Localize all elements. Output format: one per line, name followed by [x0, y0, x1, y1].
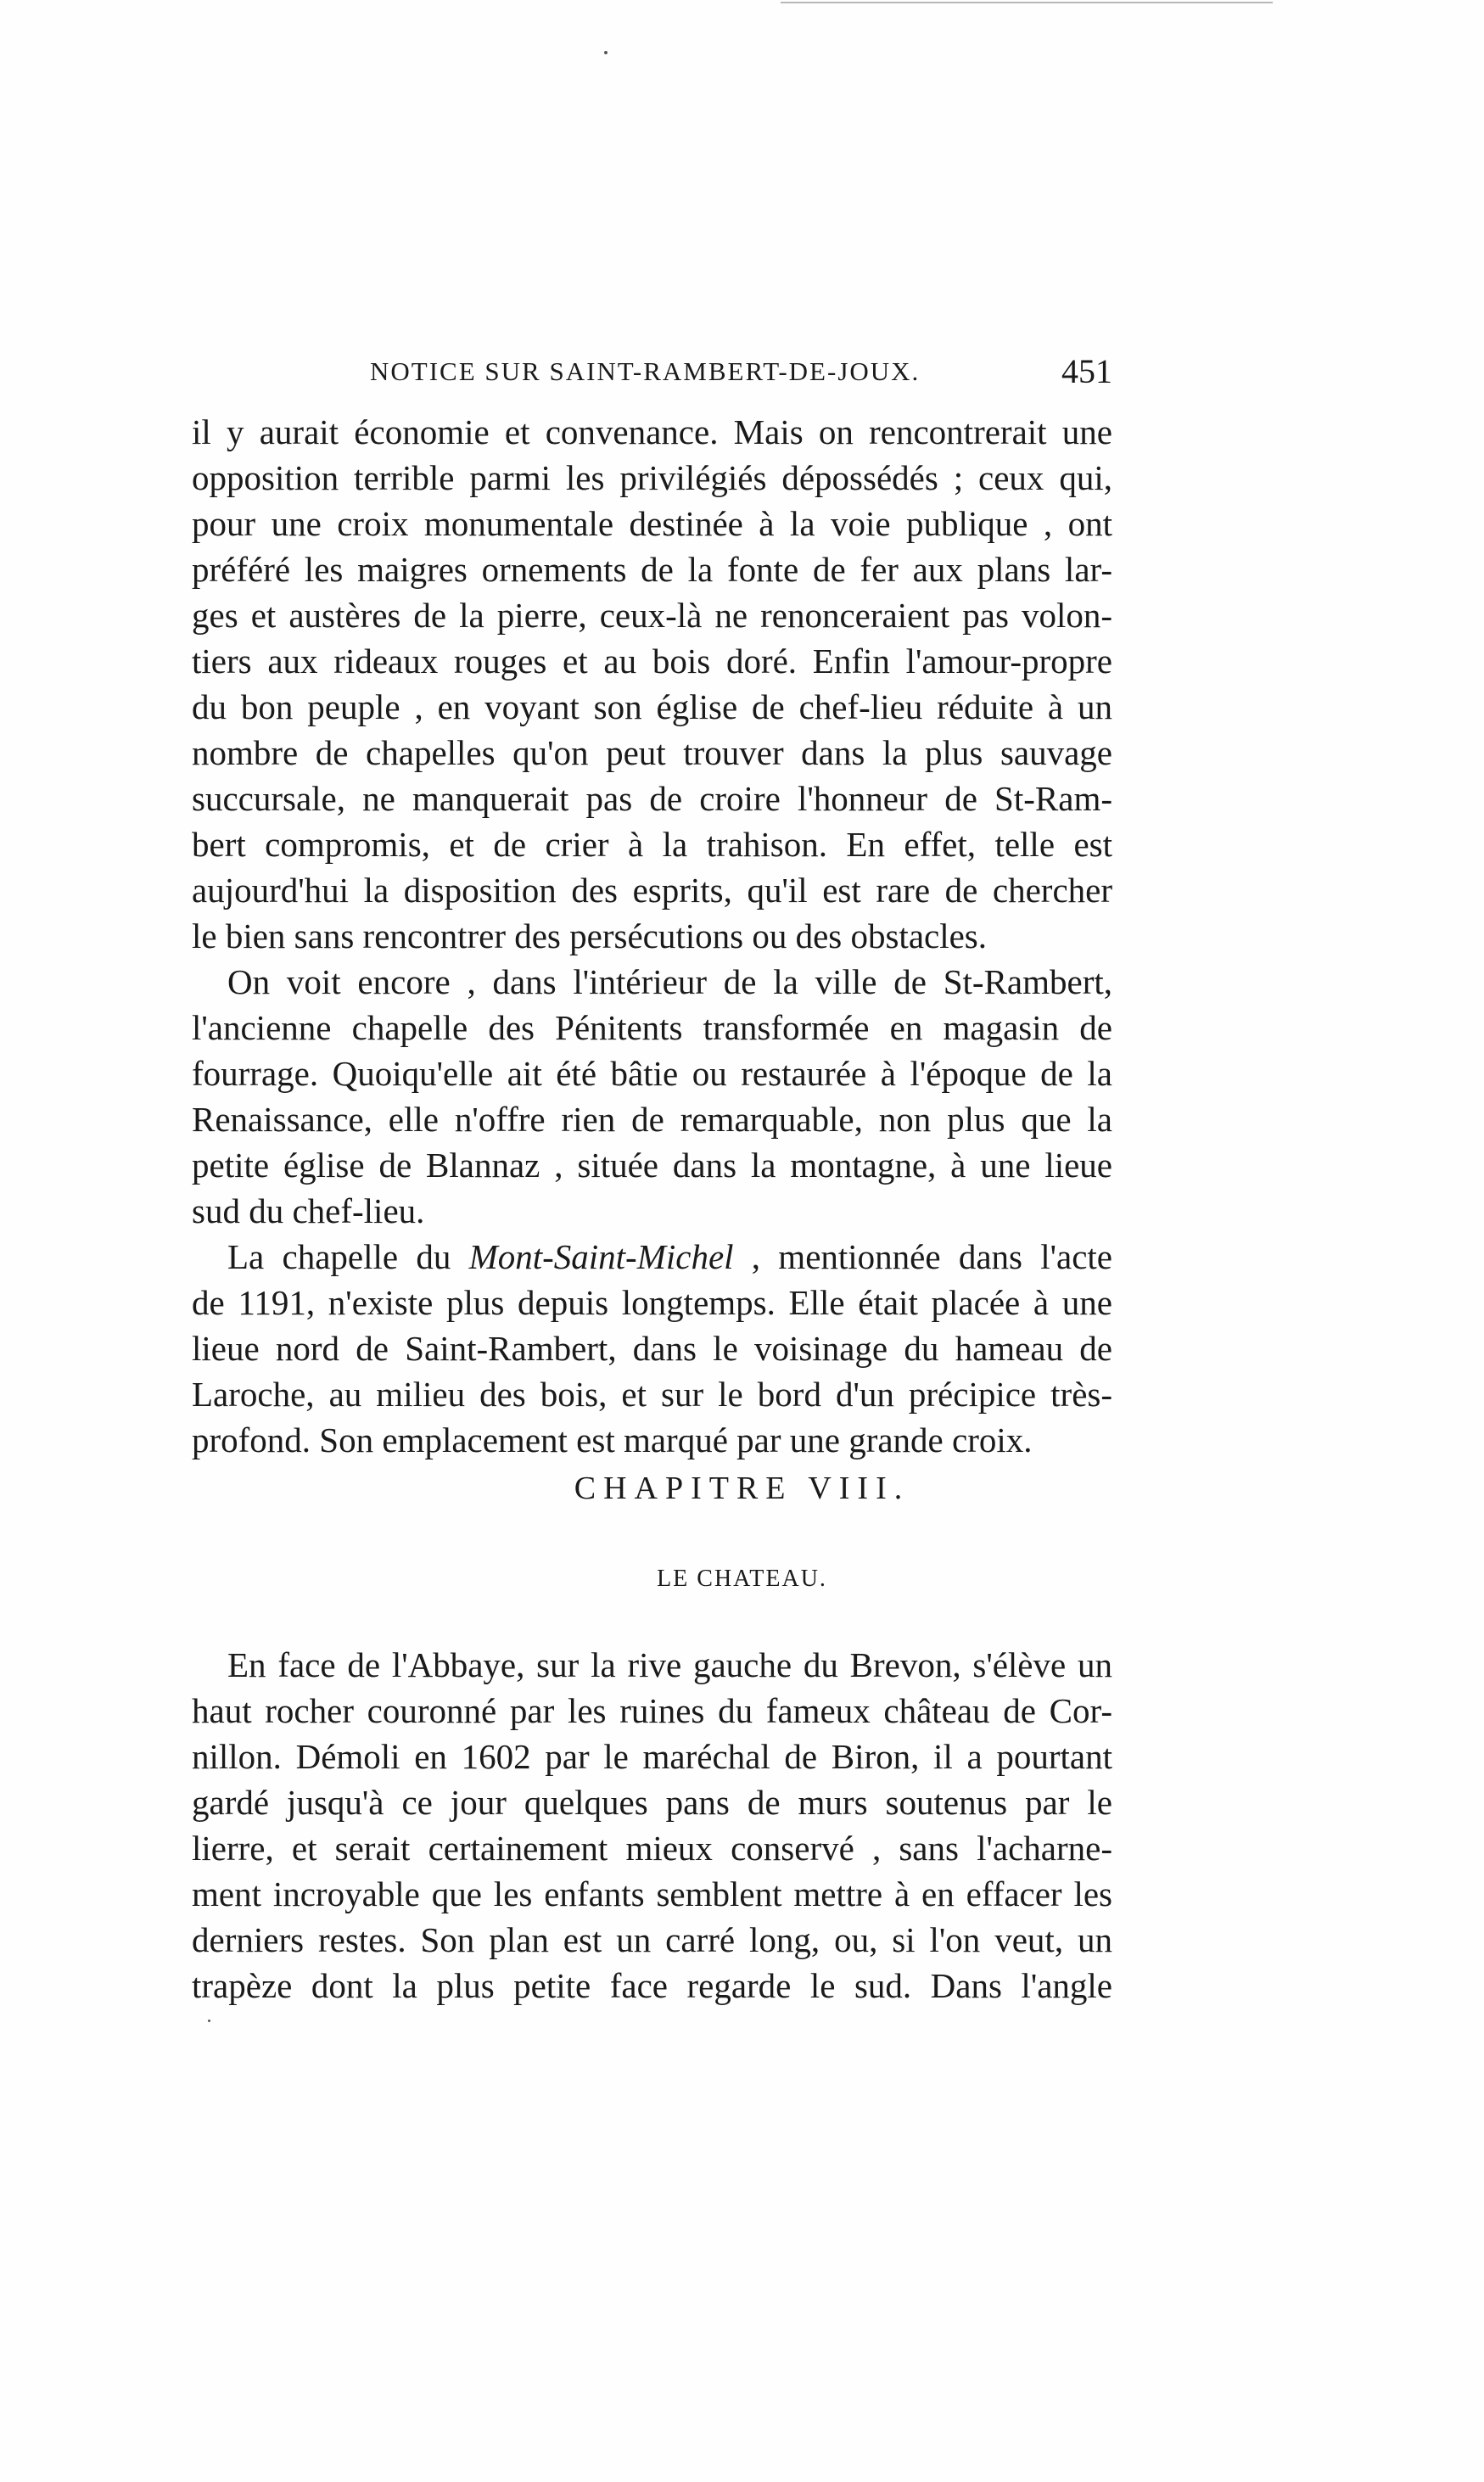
scan-speck: [604, 51, 608, 54]
text-line: haut rocher couronné par les ruines du fameux château de Cor-: [192, 1691, 1112, 1730]
scan-edge-line: [781, 2, 1273, 3]
text-line: fourrage. Quoiqu'elle ait été bâtie ou restaurée à l'époque de la: [192, 1054, 1112, 1093]
text-line: il y aurait économie et convenance. Mais on rencontrerait une: [192, 412, 1112, 451]
text-line: En face de l'Abbaye, sur la rive gauche du Brevon, s'élève un: [227, 1645, 1112, 1684]
text-line: tiers aux rideaux rouges et au bois doré. Enfin l'amour-propre: [192, 642, 1112, 681]
text-line: sud du chef-lieu.: [192, 1191, 425, 1230]
text-line: succursale, ne manquerait pas de croire l'honneur de St-Ram-: [192, 779, 1112, 818]
text-line: ment incroyable que les enfants semblent mettre à en effacer les: [192, 1874, 1112, 1913]
text-line: ges et austères de la pierre, ceux-là ne renonceraient pas volon-: [192, 596, 1112, 635]
text-line: On voit encore , dans l'intérieur de la ville de St-Rambert,: [227, 962, 1112, 1001]
text-line: Laroche, au milieu des bois, et sur le bord d'un précipice très-: [192, 1375, 1112, 1414]
text-line: trapèze dont la plus petite face regarde le sud. Dans l'angle: [192, 1966, 1112, 2005]
text-line: l'ancienne chapelle des Pénitents transformée en magasin de: [192, 1008, 1112, 1047]
text-line: le bien sans rencontrer des persécutions ou des obstacles.: [192, 916, 988, 955]
chapter-heading: CHAPITRE VIII.: [574, 1471, 910, 1506]
text-fragment: , mentionnée dans l'acte: [733, 1237, 1112, 1276]
text-line: Renaissance, elle n'offre rien de remarquable, non plus que la: [192, 1100, 1112, 1139]
text-line: pour une croix monumentale destinée à la voie publique , ont: [192, 504, 1112, 543]
text-line: derniers restes. Son plan est un carré long, ou, si l'on veut, un: [192, 1920, 1112, 1959]
text-line: opposition terrible parmi les privilégiés dépossédés ; ceux qui,: [192, 458, 1112, 497]
text-line: bert compromis, et de crier à la trahison. En effet, telle est: [192, 825, 1112, 864]
italic-place-name: Mont-Saint-Michel: [468, 1237, 734, 1276]
text-line: profond. Son emplacement est marqué par une grande croix.: [192, 1420, 1033, 1460]
text-line: petite église de Blannaz , située dans la montagne, à une lieue: [192, 1146, 1112, 1185]
chapter-subtitle: LE CHATEAU.: [657, 1566, 827, 1592]
page-number: 451: [1061, 352, 1112, 390]
text-fragment: La chapelle du: [227, 1237, 469, 1276]
running-title: NOTICE SUR SAINT-RAMBERT-DE-JOUX.: [370, 356, 921, 386]
scan-speck: [208, 2020, 210, 2022]
text-line: [227, 1234, 1112, 1280]
text-line: aujourd'hui la disposition des esprits, qu'il est rare de chercher: [192, 871, 1112, 910]
text-line: du bon peuple , en voyant son église de chef-lieu réduite à un: [192, 687, 1112, 726]
text-line: gardé jusqu'à ce jour quelques pans de murs soutenus par le: [192, 1783, 1112, 1822]
text-line: préféré les maigres ornements de la fonte de fer aux plans lar-: [192, 550, 1112, 589]
text-line: lieue nord de Saint-Rambert, dans le voisinage du hameau de: [192, 1329, 1112, 1368]
text-line: nombre de chapelles qu'on peut trouver dans la plus sauvage: [192, 733, 1112, 772]
text-line: nillon. Démoli en 1602 par le maréchal de Biron, il a pourtant: [192, 1737, 1112, 1776]
text-line: lierre, et serait certainement mieux conservé , sans l'acharne-: [192, 1829, 1112, 1868]
text-line: de 1191, n'existe plus depuis longtemps. Elle était placée à une: [192, 1283, 1112, 1322]
